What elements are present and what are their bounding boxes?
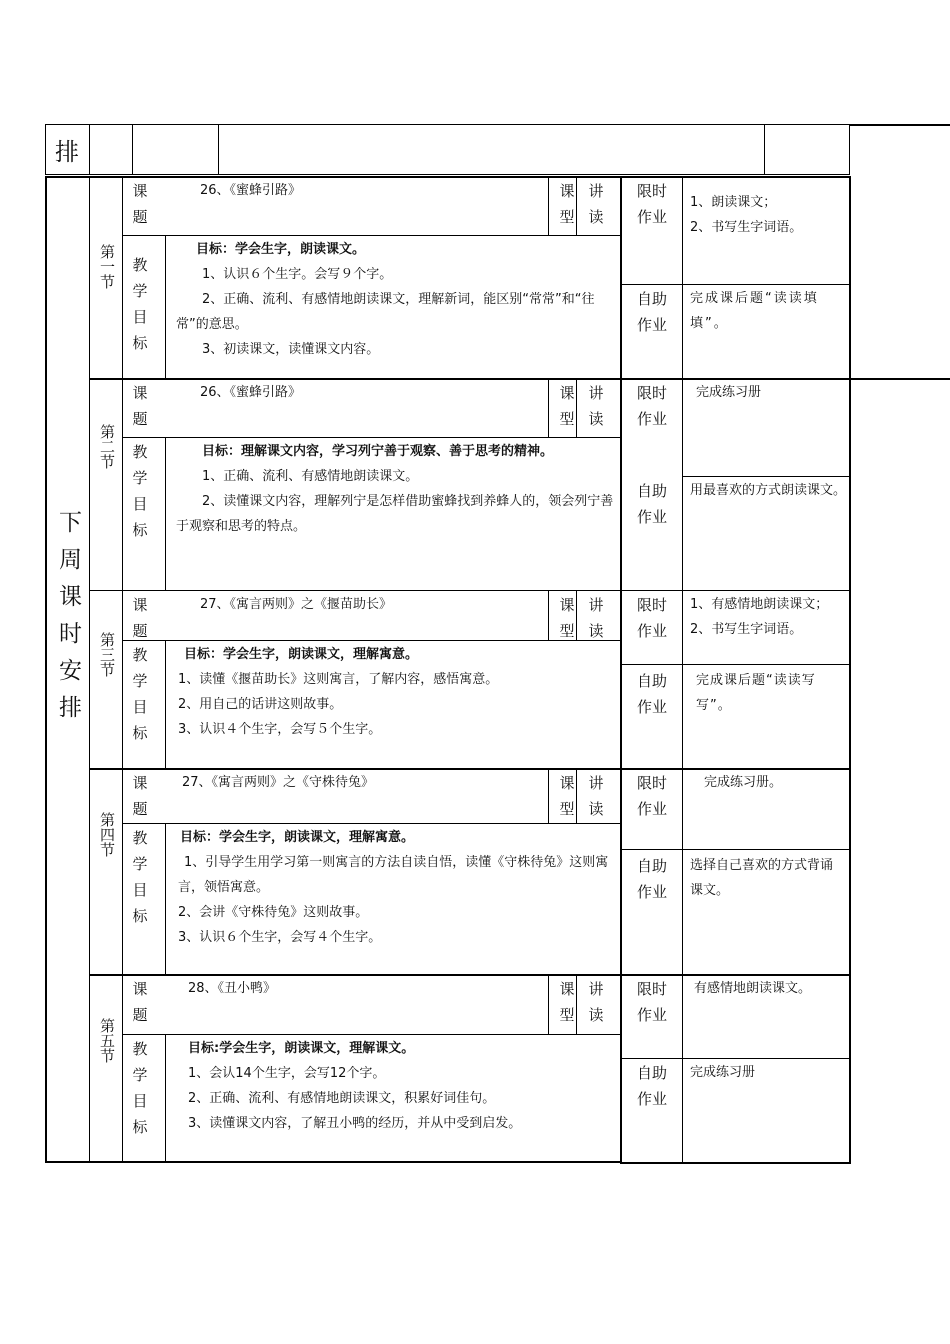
lesson-type: 讲读: [588, 980, 604, 1024]
limited-hw-item: 2、书写生字词语。: [690, 622, 803, 637]
limited-hw-item: 1、朗读课文；: [690, 195, 777, 210]
topic-label: 课题: [132, 774, 148, 818]
goal-label: 教学目标: [132, 646, 148, 742]
limited-hw: [696, 380, 846, 405]
limited-hw-item: 2、书写生字词语。: [690, 220, 803, 235]
goal-label: 教学目标: [132, 1040, 148, 1136]
section-label: 第四节: [98, 812, 116, 857]
topic-label: 课题: [132, 182, 148, 226]
goal-item: 1、正确、流利、有感情地朗读课文。: [202, 469, 419, 484]
self-hw: 完成课后题“读读写写”。: [696, 673, 816, 713]
topic-label: 课题: [132, 596, 148, 640]
self-hw-label: 自助作业: [636, 482, 667, 526]
lesson-topic: 28、《丑小鸭》: [188, 981, 277, 996]
lesson-type: 讲读: [588, 596, 604, 640]
limited-hw: [690, 592, 844, 642]
limited-hw: [690, 190, 840, 240]
limited-hw-item: 完成练习册: [696, 385, 762, 400]
self-hw: 完成练习册: [690, 1065, 756, 1080]
type-label: 课型: [559, 980, 575, 1024]
limited-hw-label: 限时作业: [636, 980, 667, 1024]
goal-title: 目标:学会生字，朗读课文，理解课文。: [188, 1041, 415, 1056]
limited-hw: [704, 770, 844, 795]
goal-item: 1、引导学生用学习第一则寓言的方法自读自悟，读懂《守株待兔》这则寓言，领悟寓意。: [178, 855, 609, 895]
goal-block: [176, 237, 616, 362]
limited-hw: [694, 976, 844, 1001]
limited-hw-item: 完成练习册。: [704, 775, 783, 790]
lesson-topic: 26、《蜜蜂引路》: [200, 183, 302, 198]
limited-hw-item: 有感情地朗读课文。: [694, 981, 812, 996]
goal-item: 3、认识６个生字，会写４个生字。: [178, 930, 382, 945]
goal-label: 教学目标: [132, 443, 148, 539]
side-label: 下周课时安排: [55, 510, 81, 732]
limited-hw-label: 限时作业: [636, 384, 667, 428]
limited-hw-item: 1、有感情地朗读课文；: [690, 597, 829, 612]
lesson-topic: 27、《寓言两则》之《守株待兔》: [182, 775, 375, 790]
goal-item: 2、正确、流利、有感情地朗读课文，积累好词佳句。: [188, 1091, 496, 1106]
limited-hw-label: 限时作业: [636, 182, 667, 226]
self-hw: 用最喜欢的方式朗读课文。: [690, 483, 847, 498]
goal-item: 2、正确、流利、有感情地朗读课文，理解新词，能区别“常常”和“往常”的意思。: [176, 292, 595, 332]
self-hw-label: 自助作业: [636, 1064, 667, 1108]
type-label: 课型: [559, 596, 575, 640]
section-label: 第三节: [98, 632, 116, 677]
goal-block: [178, 825, 616, 950]
goal-label: 教学目标: [132, 256, 148, 352]
section-label: 第二节: [98, 424, 116, 469]
goal-block: [176, 642, 616, 742]
goal-block: [176, 1036, 616, 1136]
self-hw-label: 自助作业: [636, 672, 667, 716]
header-first-cell: 排: [55, 138, 79, 166]
topic-label: 课题: [132, 980, 148, 1024]
limited-hw-label: 限时作业: [636, 774, 667, 818]
goal-item: 3、读懂课文内容，了解丑小鸭的经历，并从中受到启发。: [188, 1116, 522, 1131]
goal-block: [176, 439, 616, 539]
self-hw: 完成课后题“读读填填”。: [690, 291, 819, 331]
goal-title: 目标：学会生字，朗读课文，理解寓意。: [184, 647, 419, 662]
type-label: 课型: [559, 182, 575, 226]
self-hw: 选择自己喜欢的方式背诵课文。: [690, 858, 834, 898]
section-label: 第一节: [98, 244, 116, 289]
limited-hw-label: 限时作业: [636, 596, 667, 640]
self-hw-label: 自助作业: [636, 290, 667, 334]
goal-item: 1、会认14个生字，会写12个字。: [188, 1066, 386, 1081]
goal-item: 3、认识４个生字，会写５个生字。: [178, 722, 382, 737]
goal-title: 目标：学会生字，朗读课文。: [196, 242, 366, 257]
goal-item: 2、读懂课文内容，理解列宁是怎样借助蜜蜂找到养蜂人的，领会列宁善于观察和思考的特点。: [176, 494, 614, 534]
goal-label: 教学目标: [132, 829, 148, 925]
type-label: 课型: [559, 384, 575, 428]
self-hw-label: 自助作业: [636, 857, 667, 901]
goal-title: 目标：学会生字，朗读课文，理解寓意。: [180, 830, 415, 845]
goal-item: 1、读懂《揠苗助长》这则寓言，了解内容，感悟寓意。: [178, 672, 499, 687]
goal-item: 2、用自己的话讲这则故事。: [178, 697, 343, 712]
lesson-type: 讲读: [588, 774, 604, 818]
type-label: 课型: [559, 774, 575, 818]
lesson-topic: 27、《寓言两则》之《揠苗助长》: [200, 597, 393, 612]
section-label: 第五节: [98, 1018, 116, 1063]
lesson-topic: 26、《蜜蜂引路》: [200, 385, 302, 400]
goal-item: 2、会讲《守株待兔》这则故事。: [178, 905, 369, 920]
goal-item: 3、初读课文，读懂课文内容。: [202, 342, 380, 357]
goal-title: 目标：理解课文内容，学习列宁善于观察、善于思考的精神。: [202, 444, 554, 459]
lesson-type: 讲读: [588, 384, 604, 428]
goal-item: 1、认识６个生字。会写９个字。: [202, 267, 393, 282]
lesson-type: 讲读: [588, 182, 604, 226]
topic-label: 课题: [132, 384, 148, 428]
